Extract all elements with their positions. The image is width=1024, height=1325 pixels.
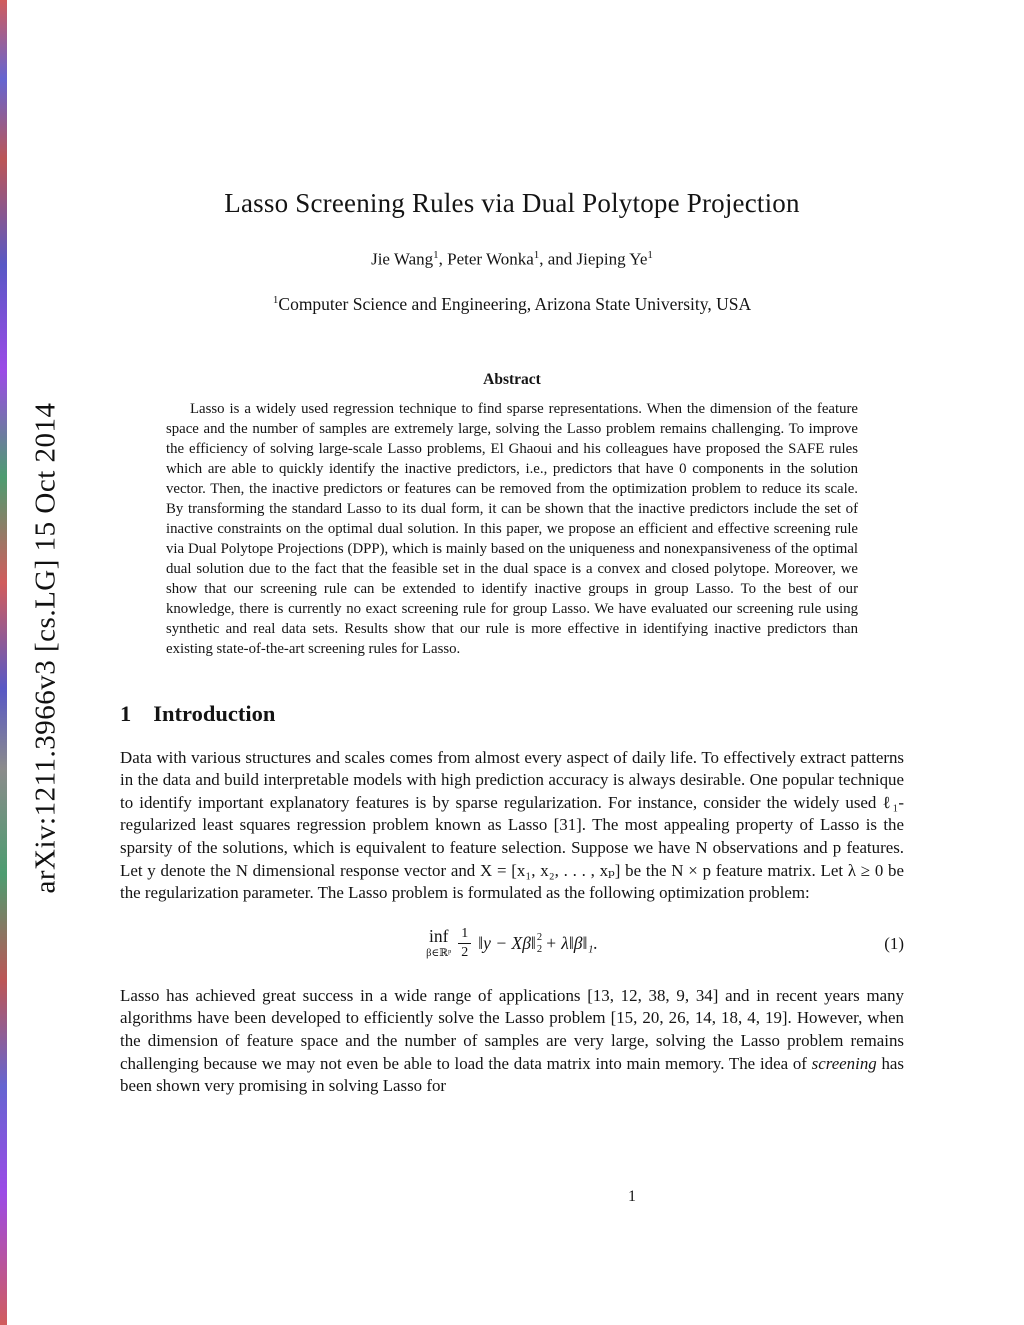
section-heading-introduction [120,701,904,727]
section-number: 1 [120,700,132,726]
affiliation-line [120,294,904,315]
affiliation-text: Computer Science and Engineering, Arizona State University, USA [278,293,752,314]
authors-line [120,249,904,270]
one-half-fraction: $\frac{1}{2}$ [458,926,471,961]
author-name-3: Jieping Ye [576,249,648,269]
norm-exponents: 2 2 [536,932,543,955]
author-affmark-1: 1 [433,249,439,261]
page-number: 1 [628,1188,636,1205]
screening-emphasis: screening [811,1053,877,1073]
arxiv-watermark: arXiv:1211.3966v3 [cs.LG] 15 Oct 2014 [29,402,62,894]
author-separator-2: , and [539,249,577,269]
abstract-heading: Abstract [483,370,541,388]
paper-page [120,0,904,1205]
abstract-text: Lasso is a widely used regression technique to find sparse representations. When the dimension of the feature space and the number of samples are extremely large, solving the Lasso problem remains challenging. To improve the efficiency of solving large-scale Lasso problems, El Ghaoui and his colleagues have proposed the SAFE rules which are able to quickly identify the inactive predictors, i.e., predictors that have 0 components in the solution vector. Then, the inactive predictors or features can be removed from the optimization problem to reduce its scale. By transforming the standard Lasso to its dual form, it can be shown that the inactive predictors include the set of inactive constraints on the optimal dual solution. In this paper, we propose an efficient and effective screening rule via Dual Polytope Projections (DPP), which is mainly based on the uniqueness and nonexpansiveness of the optimal dual solution due to the fact that the feasible set in the dual space is a convex and closed polytope. Moreover, we show that our screening rule can be extended to identify inactive groups in group Lasso. To the best of our knowledge, there is currently no exact screening rule for group Lasso. We have evaluated our screening rule using synthetic and real data sets. Results show that our rule is more effective in identifying inactive predictors than existing state-of-the-art screening rules for Lasso. [166,400,858,657]
paper-title: Lasso Screening Rules via Dual Polytope Projection [224,188,800,218]
norm-term: ‖y − Xβ‖ 2 2 + λ‖β‖₁. [478,932,598,955]
intro-paragraph-1: Data with various structures and scales comes from almost every aspect of daily life. To effectively extract patterns in the data and build interpretable models with high prediction accuracy is always desirable. One popular technique to identify important explanatory features is by sparse regularization. For instance, consider the widely used ℓ₁-regularized least squares regression problem known as Lasso [31]. The most appealing property of Lasso is the sparsity of the solutions, which is equivalent to feature selection. Suppose we have N observations and p features. Let y denote the N dimensional response vector and X = [x₁, x₂, . . . , xₚ] be the N × p feature matrix. Let λ ≥ 0 be the regularization parameter. The Lasso problem is formulated as the following optimization problem: [120,747,904,903]
author-affmark-2: 1 [533,249,540,261]
author-affmark-3: 1 [647,249,653,261]
section-title: Introduction [153,700,276,726]
inf-operator: inf β∈ℝᵖ [426,926,452,959]
equation-number: (1) [884,933,904,953]
abstract-section [166,371,858,659]
author-name-1: Jie Wang [371,249,434,269]
author-separator-1: , [438,249,448,269]
equation-body [426,926,598,961]
penalty-term: + λ‖β‖₁. [545,933,598,954]
author-name-2: Peter Wonka [447,249,534,269]
affiliation-mark: 1 [272,293,279,306]
scan-artifact-strip [0,0,7,1325]
intro-paragraph-2: Lasso has achieved great success in a wide range of applications [13, 12, 38, 9, 34] and in recent years many algorithms have been developed to efficiently solve the Lasso problem [15, 20, 26, 14, 18, 4, 19]. However, when the dimension of feature space and the number of samples are very large, solving the Lasso problem remains challenging because we may not even be able to load the data matrix into main memory. The idea of screening has been shown very promising in solving Lasso for [120,985,904,1096]
inf-operator-subscript: β∈ℝᵖ [426,947,452,959]
equation-1 [120,919,904,969]
